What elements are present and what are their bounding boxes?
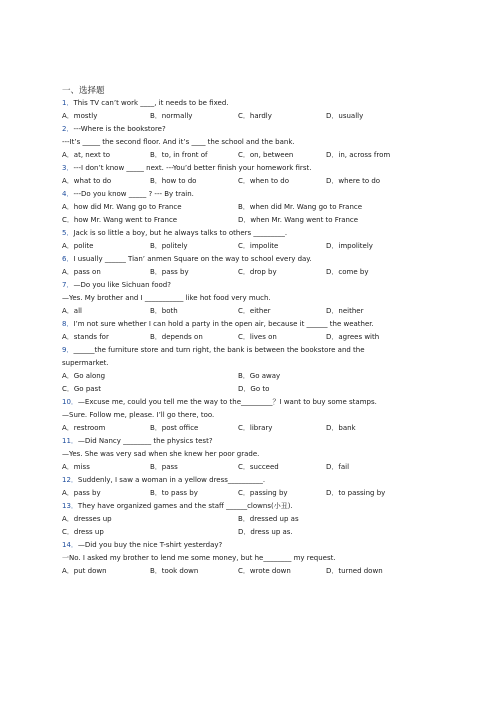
question-block <box>62 474 442 500</box>
question-number: 13． <box>62 502 78 510</box>
question-stem-line <box>62 474 442 487</box>
question-number: 2． <box>62 125 74 133</box>
options-row <box>62 370 442 383</box>
options-row <box>62 240 442 253</box>
option: C．either <box>238 307 271 315</box>
option: D．dress up as. <box>238 528 293 536</box>
option: A．what to do <box>62 177 112 185</box>
question-block <box>62 188 442 227</box>
question-text: I’m not sure whether I can hold a party in the open air, because it ______ the weather. <box>73 320 374 328</box>
question-text: This TV can’t work ____, it needs to be fixed. <box>73 99 229 107</box>
option: D．Go to <box>238 385 270 393</box>
question-number: 5． <box>62 229 74 237</box>
options-row <box>62 201 442 214</box>
option: A．restroom <box>62 424 106 432</box>
option: D．impolitely <box>326 242 373 250</box>
question-text: —Yes. She was very sad when she knew her poor grade. <box>62 450 260 458</box>
question-text: Suddenly, I saw a woman in a yellow dress__________. <box>77 476 266 484</box>
option: D．usually <box>326 112 364 120</box>
options-row <box>62 266 442 279</box>
option: C．passing by <box>238 489 288 497</box>
option: B．pass by <box>150 268 189 276</box>
question-text: They have organized games and the staff ______clowns(小丑). <box>77 502 293 510</box>
option: A．mostly <box>62 112 98 120</box>
option: D．turned down <box>326 567 383 575</box>
option: D．where to do <box>326 177 381 185</box>
option: A．at, next to <box>62 151 111 159</box>
options-row <box>62 175 442 188</box>
option: C．impolite <box>238 242 279 250</box>
option: A．polite <box>62 242 94 250</box>
option: B．to pass by <box>150 489 198 497</box>
question-block <box>62 435 442 474</box>
option: B．how to do <box>150 177 197 185</box>
question-text: —Excuse me, could you tell me the way to the_________？I want to buy some stamps. <box>77 398 377 406</box>
option: C．wrote down <box>238 567 291 575</box>
option: D．in, across from <box>326 151 391 159</box>
option: B．politely <box>150 242 188 250</box>
options-row <box>62 383 442 396</box>
option: C．succeed <box>238 463 279 471</box>
question-number: 1． <box>62 99 74 107</box>
option: D．to passing by <box>326 489 386 497</box>
question-text: —Do you like Sichuan food? <box>73 281 171 289</box>
question-stem-line <box>62 162 442 175</box>
question-stem-line <box>62 136 442 149</box>
option: B．post office <box>150 424 199 432</box>
question-block <box>62 97 442 123</box>
question-number: 12． <box>62 476 78 484</box>
options-row <box>62 110 442 123</box>
question-number: 8． <box>62 320 74 328</box>
question-stem-line <box>62 344 442 357</box>
question-block <box>62 279 442 318</box>
question-text: Jack is so little a boy, but he always talks to others _________. <box>73 229 288 237</box>
option: C．lives on <box>238 333 277 341</box>
question-text: supermarket. <box>62 359 109 367</box>
option: C．when to do <box>238 177 289 185</box>
option: D．agrees with <box>326 333 380 341</box>
section-title: 一、选择题 <box>62 86 105 96</box>
option: D．when Mr. Wang went to France <box>238 216 359 224</box>
question-block <box>62 396 442 435</box>
question-stem-line <box>62 552 442 565</box>
option: D．neither <box>326 307 364 315</box>
question-block <box>62 539 442 578</box>
question-stem-line <box>62 253 442 266</box>
option: C．hardly <box>238 112 272 120</box>
question-stem-line <box>62 409 442 422</box>
question-stem-line <box>62 448 442 461</box>
option: A．pass by <box>62 489 101 497</box>
option: A．how did Mr. Wang go to France <box>62 203 182 211</box>
option: B．to, in front of <box>150 151 208 159</box>
option: B．both <box>150 307 178 315</box>
question-number: 11． <box>62 437 78 445</box>
option: A．miss <box>62 463 90 471</box>
question-text: ---Do you know _____ ? --- By train. <box>73 190 194 198</box>
options-row <box>62 214 442 227</box>
options-row <box>62 565 442 578</box>
question-block <box>62 344 442 396</box>
question-stem-line <box>62 292 442 305</box>
option: A．dresses up <box>62 515 112 523</box>
options-row <box>62 149 442 162</box>
question-number: 9． <box>62 346 74 354</box>
question-block <box>62 123 442 162</box>
question-text: —Sure. Follow me, please. I’ll go there, too. <box>62 411 215 419</box>
option: B．normally <box>150 112 193 120</box>
question-stem-line <box>62 318 442 331</box>
question-number: 4． <box>62 190 74 198</box>
question-stem-line <box>62 539 442 552</box>
option: B．when did Mr. Wang go to France <box>238 203 363 211</box>
question-block <box>62 162 442 188</box>
option: C．Go past <box>62 385 101 393</box>
question-stem-line <box>62 227 442 240</box>
options-row <box>62 461 442 474</box>
options-row <box>62 513 442 526</box>
option: C．library <box>238 424 273 432</box>
question-block <box>62 318 442 344</box>
options-row <box>62 305 442 318</box>
question-list <box>62 97 442 578</box>
option: A．put down <box>62 567 107 575</box>
question-number: 7． <box>62 281 74 289</box>
option: D．bank <box>326 424 356 432</box>
question-text: —Did Nancy ________ the physics test? <box>77 437 213 445</box>
question-block <box>62 253 442 279</box>
question-number: 14． <box>62 541 78 549</box>
options-row <box>62 487 442 500</box>
question-stem-line <box>62 396 442 409</box>
question-number: 3． <box>62 164 74 172</box>
option: C．on, between <box>238 151 294 159</box>
option: A．pass on <box>62 268 101 276</box>
question-block <box>62 500 442 539</box>
question-block <box>62 227 442 253</box>
options-row <box>62 331 442 344</box>
question-text: ______the furniture store and turn right, the bank is between the bookstore and the <box>73 346 365 354</box>
option: B．depends on <box>150 333 203 341</box>
question-number: 10． <box>62 398 78 406</box>
options-row <box>62 422 442 435</box>
question-stem-line <box>62 97 442 110</box>
question-stem-line <box>62 188 442 201</box>
question-text: ---Where is the bookstore? <box>73 125 166 133</box>
question-text: 一No. I asked my brother to lend me some money, but he________ my request. <box>62 554 336 562</box>
question-stem-line <box>62 500 442 513</box>
option: B．dressed up as <box>238 515 299 523</box>
option: B．Go away <box>238 372 281 380</box>
question-text: —Did you buy the nice T-shirt yesterday? <box>77 541 223 549</box>
option: D．come by <box>326 268 369 276</box>
option: B．pass <box>150 463 178 471</box>
option: C．drop by <box>238 268 277 276</box>
question-text: ---It’s _____ the second floor. And it’s ____ the school and the bank. <box>62 138 295 146</box>
option: C．how Mr. Wang went to France <box>62 216 178 224</box>
option: A．Go along <box>62 372 106 380</box>
question-stem-line <box>62 279 442 292</box>
question-stem-line <box>62 357 442 370</box>
question-stem-line <box>62 435 442 448</box>
question-text: I usually ______ Tian’ anmen Square on the way to school every day. <box>73 255 312 263</box>
option: B．took down <box>150 567 199 575</box>
option: A．stands for <box>62 333 109 341</box>
question-text: ---I don’t know _____ next. ---You’d better finish your homework first. <box>73 164 312 172</box>
option: A．all <box>62 307 82 315</box>
options-row <box>62 526 442 539</box>
question-text: —Yes. My brother and I ___________ like hot food very much. <box>62 294 271 302</box>
option: C．dress up <box>62 528 104 536</box>
question-stem-line <box>62 123 442 136</box>
question-number: 6． <box>62 255 74 263</box>
option: D．fail <box>326 463 350 471</box>
